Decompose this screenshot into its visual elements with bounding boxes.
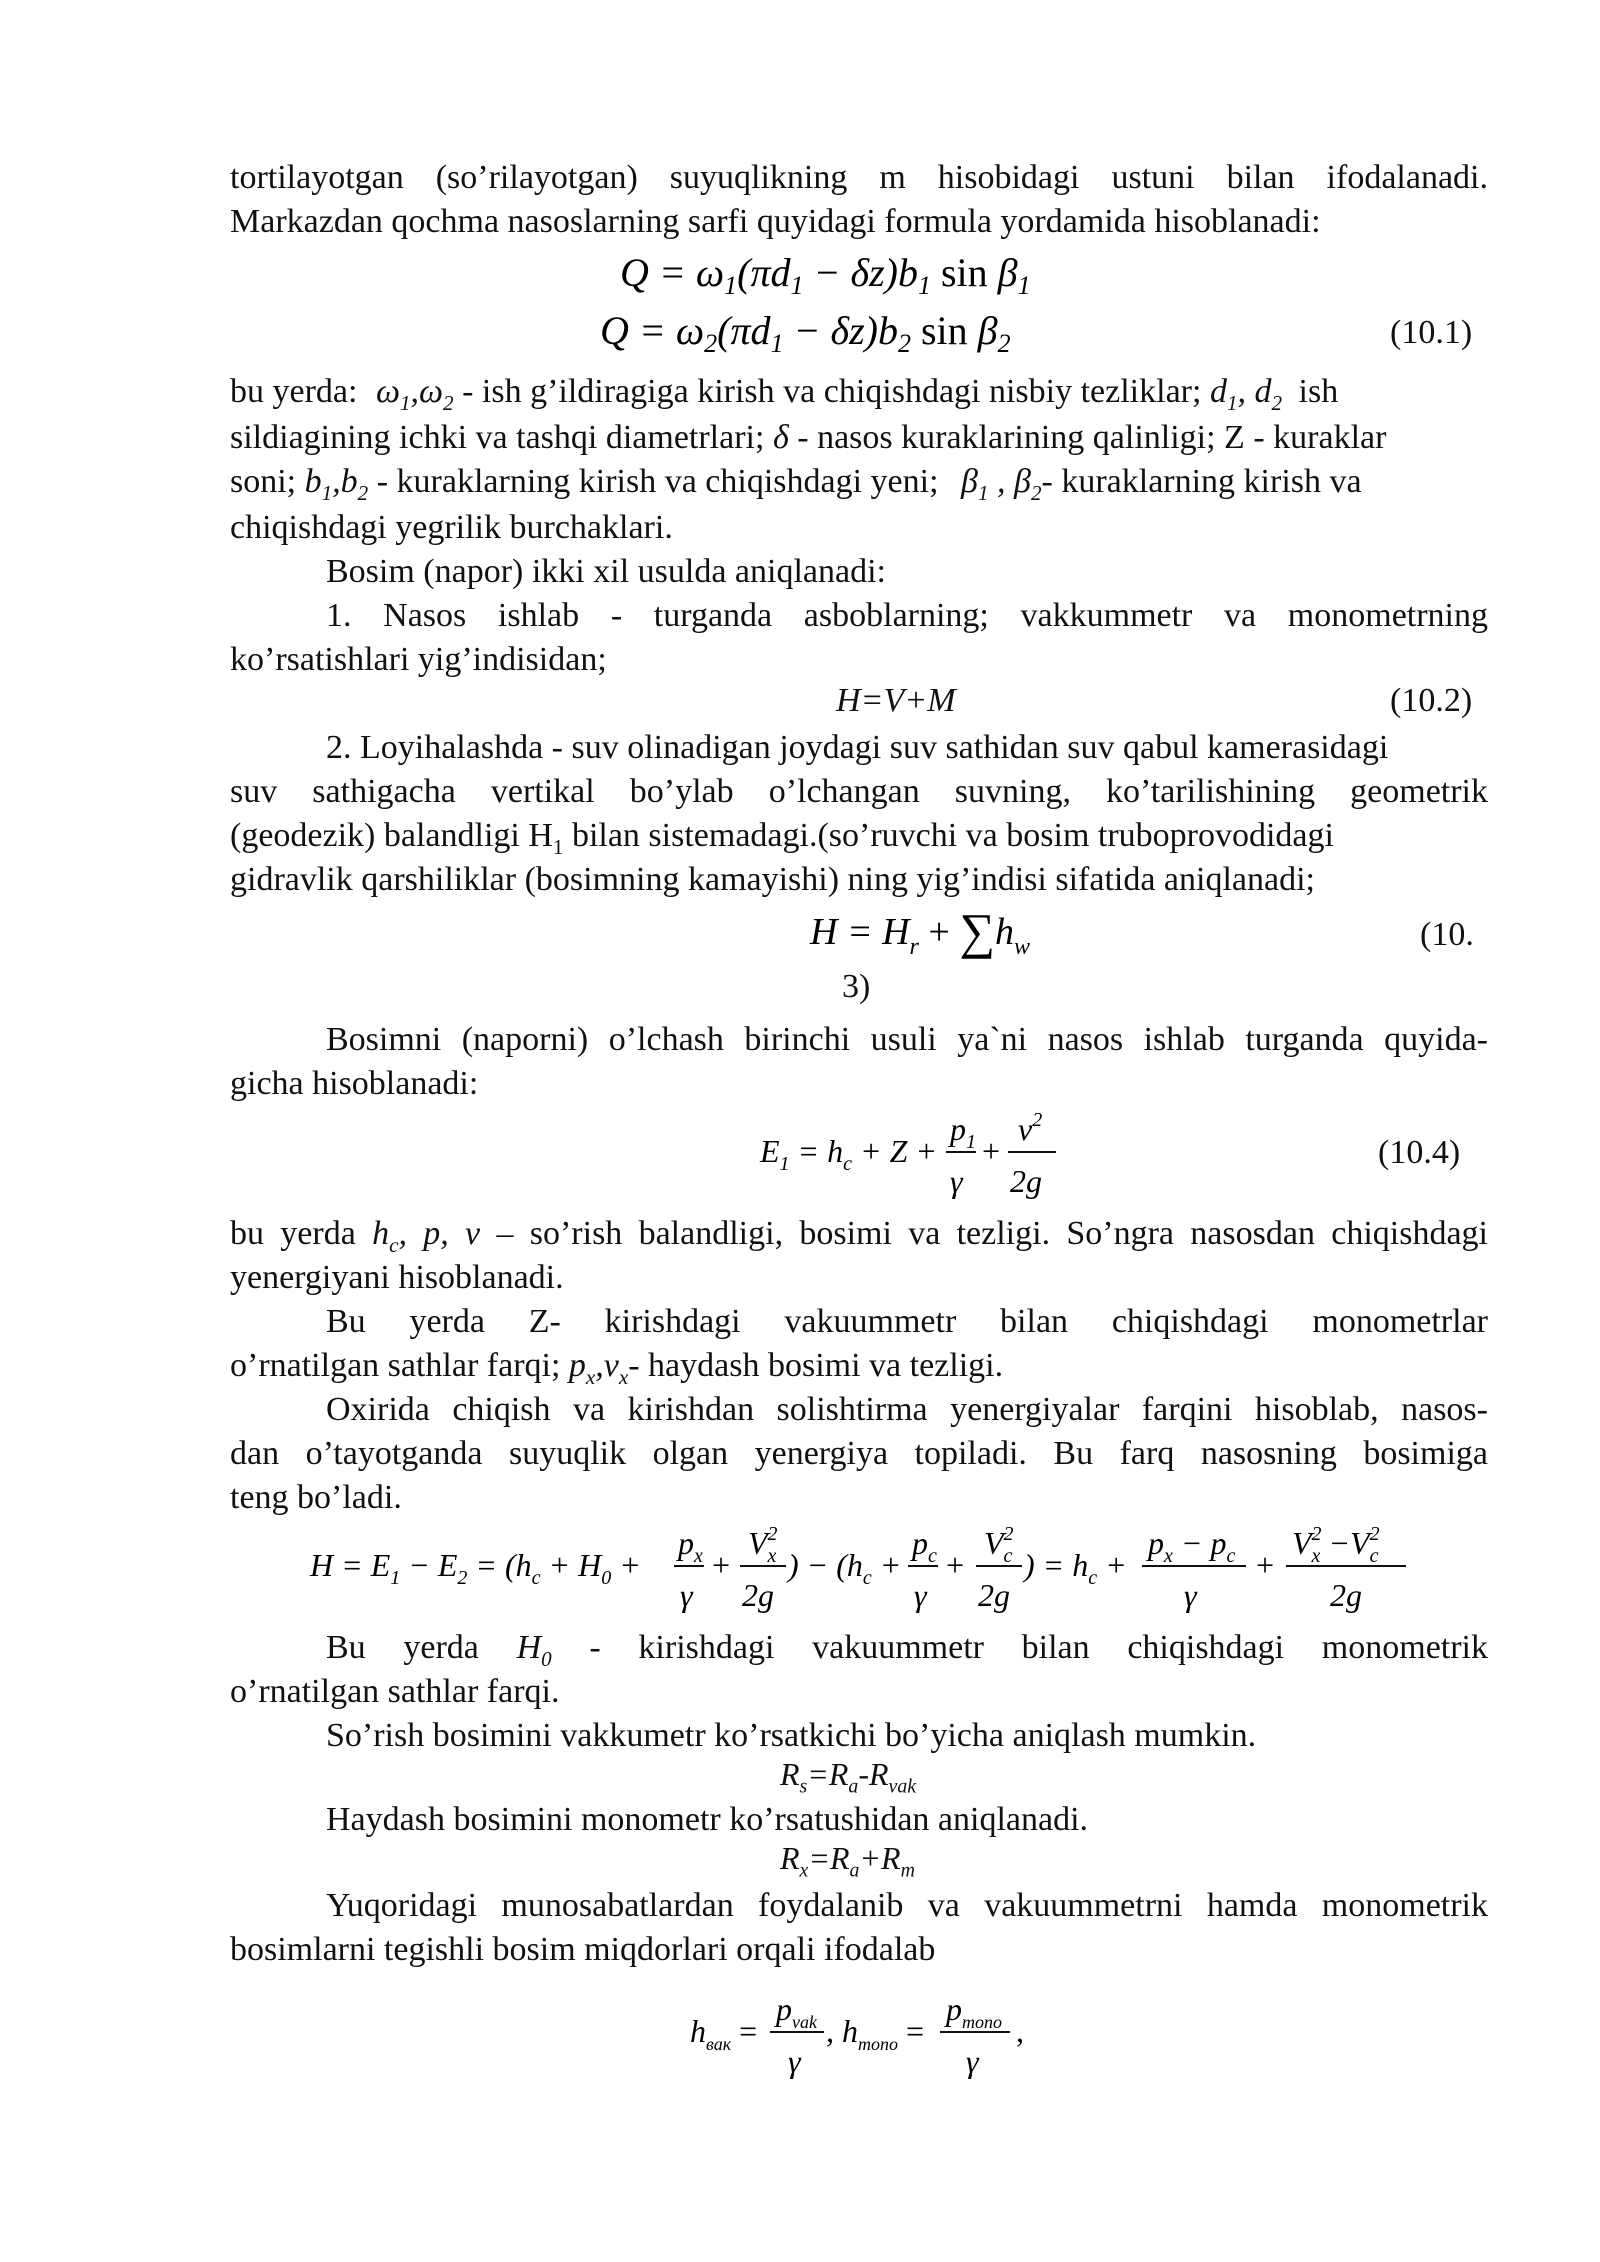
svg-text:,: , [1016, 2013, 1024, 2049]
text-line: gicha hisoblanadi: [230, 1065, 479, 1102]
equation-number: (10.4) [1378, 1134, 1461, 1171]
text-line: o’rnatilgan sathlar farqi. [230, 1673, 560, 1710]
text-line: ko’rsatishlari yig’indisidan; [230, 641, 607, 678]
svg-text:γ: γ [914, 1577, 927, 1613]
equation-number: (10.2) [1390, 682, 1473, 719]
svg-text:Q = ω2(πd1 − δz)b2 sin β2: $Q = \omega_2(\pi d_1 - \delta z)b_2$ $\sin \beta_2$ [600, 308, 1011, 358]
text-line: yenergiyani hisoblanadi. [230, 1259, 564, 1296]
equation-10-4 [750, 1100, 1070, 1210]
text-line: So’rish bosimini vakkumetr ko’rsatkichi bo’yicha aniqlash mumkin. [326, 1717, 1257, 1754]
svg-text:pc: $p_c$ [912, 1525, 937, 1567]
svg-text:γ: γ [680, 1577, 693, 1613]
svg-text:, hmono =: , $h_{mono}$ = [826, 2013, 925, 2054]
text-line: bu yerda: $\omega_1,\omega_2$ - ish g’ildiragiga kirish va chiqishdagi nisbiy tezliklar; $d_1$, $d_2$ ish [230, 373, 1339, 415]
svg-text:γ: γ [966, 2043, 979, 2079]
svg-text:+: + [712, 1547, 731, 1583]
svg-text:) − (hc +: ) − ($h_c$ + [788, 1547, 902, 1589]
svg-text:2g: 2g [978, 1577, 1010, 1613]
text-line: tortilayotgan (so’rilayotgan) suyuqlikning m hisobidagi ustuni bilan ifodalanadi. [230, 159, 1488, 196]
svg-text:H = Hr + ∑hw: $H = H_r + \sum h_w$ [810, 903, 1030, 960]
text-line: Oxirida chiqish va kirishdan solishtirma yenergiyalar farqini hisoblab, nasos- [326, 1391, 1488, 1428]
svg-text:H = E1 − E2 = (hc + H0 +: $H = E_1 - E_2 = (h_c + H_0$ + [310, 1547, 641, 1589]
text-line: gidravlik qarshiliklar (bosimning kamayishi) ning yig’indisi sifatida aniqlanadi; [230, 861, 1315, 898]
text-line: Bosimni (naporni) o’lchash birinchi usuli ya`ni nasos ishlab turganda quyida- [326, 1021, 1488, 1058]
text-line: teng bo’ladi. [230, 1479, 402, 1516]
svg-text:px: $p_x$ [678, 1525, 703, 1567]
text-line: 2. Loyihalashda - suv olinadigan joydagi suv sathidan suv qabul kamerasidagi [326, 729, 1389, 766]
svg-text:) = hc +: ) = $h_c$ + [1024, 1547, 1127, 1589]
text-line: Haydash bosimini monometr ko’rsatushidan aniqlanadi. [326, 1801, 1089, 1838]
text-line: Bu yerda $H_0$ - kirishdagi vakuummetr bilan chiqishdagi monometrik [326, 1629, 1488, 1671]
svg-text:2g: 2g [742, 1577, 774, 1613]
text-line: bosimlarni tegishli bosim miqdorlari orqali ifodalab [230, 1931, 936, 1968]
formula-vac-mono-heads [680, 1980, 1060, 2090]
text-line: Bu yerda Z- kirishdagi vakuummetr bilan chiqishdagi monometrlar [326, 1303, 1488, 1340]
svg-text:v2: $v^2$ [1018, 1109, 1043, 1147]
svg-text:pvak: $p_{vak}$ [776, 1991, 817, 2032]
equation-number: 3) [842, 968, 871, 1005]
svg-text:px − pc: $p_x - p_c$ [1148, 1525, 1236, 1567]
equation-10-1 [600, 240, 1160, 360]
svg-text:V2x: $V^2$ x [748, 1523, 778, 1567]
svg-text:γ: γ [1184, 1577, 1197, 1613]
svg-text:2g: 2g [1330, 1577, 1362, 1613]
svg-text:E1 = hc + Z +: $E_1 = h_c + Z$ + [760, 1133, 938, 1175]
text-line: 1. Nasos ishlab - turganda asboblarning; vakkummetr va monometrning [326, 597, 1488, 634]
svg-text:V2x −V2c: $V^2$ $x -V^2$ c [1292, 1523, 1380, 1567]
svg-text:hвак =: $h_{вак}$ = [690, 2013, 758, 2054]
text-line: Markazdan qochma nasoslarning sarfi quyidagi formula yordamida hisoblanadi: [230, 203, 1321, 240]
text-line: chiqishdagi yegrilik burchaklari. [230, 509, 673, 546]
text-line: bu yerda $h_c$, p, v – so’rish balandligi, bosimi va tezligi. So’ngra nasosdan chiqishdagi [230, 1215, 1488, 1257]
svg-text:Q = ω1(πd1 − δz)b1 sin β1: $Q = \omega_1(\pi d_1 - \delta z)b_1$ $\sin \beta_1$ [620, 250, 1031, 300]
text-line: suv sathigacha vertikal bo’ylab o’lchangan suvning, ko’tarilishining geometrik [230, 773, 1488, 810]
text-line: dan o’tayotganda suyuqlik olgan yenergiya topiladi. Bu farq nasosning bosimiga [230, 1435, 1488, 1472]
svg-text:V2c: $V^2$ c [984, 1523, 1014, 1567]
equation-number: (10.1) [1390, 314, 1473, 351]
text-line: soni; $b_1,b_2$ - kuraklarning kirish va chiqishdagi yeni; $\beta_1$ , $\beta_2-$ kuraklarning kirish va [230, 463, 1362, 505]
equation-10-2: H=V+M [836, 682, 956, 719]
svg-text:γ: γ [950, 1163, 963, 1199]
formula-discharge-pressure: $R_x=R_a+R_m$ [780, 1840, 915, 1882]
svg-text:pmono: $p_{mono}$ [946, 1991, 1002, 2032]
svg-text:+: + [1256, 1547, 1275, 1583]
equation-energy-difference [300, 1514, 1420, 1624]
svg-text:γ: γ [788, 2043, 801, 2079]
svg-text:p1: $p_1$ [950, 1111, 976, 1153]
equation-number: (10. [1420, 916, 1474, 953]
text-line: sildiagining ichki va tashqi diametrlari; δ - nasos kuraklarining qalinligi; Z - kuraklar [230, 419, 1387, 456]
formula-suction-pressure: $R_s=R_a-R_{vak}$ [780, 1756, 917, 1798]
text-line: (geodezik) balandligi $H_1$ bilan sistemadagi.(so’ruvchi va bosim truboprovodidagi [230, 817, 1334, 859]
text-line: Yuqoridagi munosabatlardan foydalanib va vakuummetrni hamda monometrik [326, 1887, 1488, 1924]
text-line: o’rnatilgan sathlar farqi; $p_x,v_x-$ haydash bosimi va tezligi. [230, 1347, 1004, 1389]
text-line: Bosim (napor) ikki xil usulda aniqlanadi: [326, 553, 886, 590]
svg-text:+: + [982, 1133, 1001, 1169]
svg-text:+: + [946, 1547, 965, 1583]
equation-10-3 [800, 898, 1060, 968]
svg-text:2g: 2g [1010, 1163, 1042, 1199]
